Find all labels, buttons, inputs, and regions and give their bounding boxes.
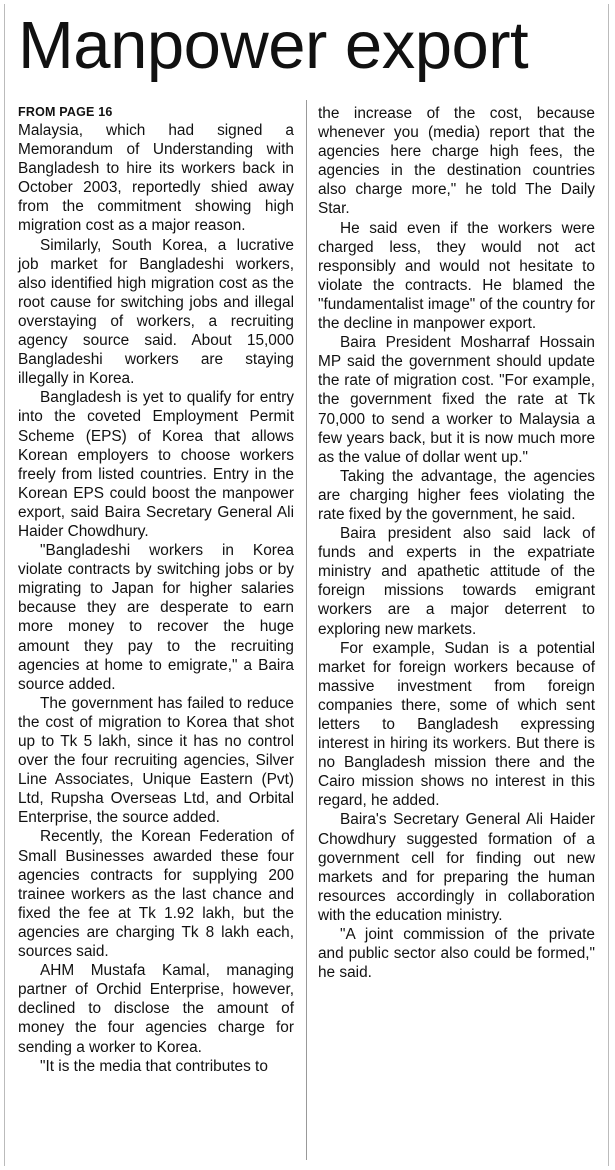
paragraph: "A joint commission of the private and public sector also could be formed," he said.	[318, 926, 595, 982]
paragraph: AHM Mustafa Kamal, managing partner of Orchid Enterprise, however, declined to disclose the amount of money the four agencies charge for sending a worker to Korea.	[18, 962, 294, 1056]
headline: Manpower export	[18, 8, 529, 83]
left-column	[18, 104, 294, 1076]
paragraph: "Bangladeshi workers in Korea violate contracts by switching jobs or by migrating to Japan for higher salaries because they are desperate to earn more money to recover the huge amount they pay to the recruiting agencies at home to emigrate," a Baira source added.	[18, 542, 294, 693]
paragraph: the increase of the cost, because whenever you (media) report that the agencies here charge high fees, the agencies in the destination countries also charge more," he told The Daily Star.	[318, 105, 595, 218]
right-column	[318, 104, 595, 982]
paragraph: Baira President Mosharraf Hossain MP said the government should update the rate of migration cost. "For example, the government fixed the rate at Tk 70,000 to send a worker to Malaysia a few years back, but it is now much more as the value of dollar went up."	[318, 334, 595, 466]
paragraph: Recently, the Korean Federation of Small Businesses awarded these four agencies contracts for supplying 200 trainee workers as the last chance and fixed the fee at Tk 1.92 lakh, but the agencies are charging Tk 8 lakh each, sources said.	[18, 828, 294, 961]
paragraph: Similarly, South Korea, a lucrative job market for Bangladeshi workers, also identified high migration cost as the root cause for switching jobs and illegal overstaying of workers, a recruiting agency source said. About 15,000 Bangladeshi workers are staying illegally in Korea.	[18, 236, 294, 388]
paragraph: He said even if the workers were charged less, they would not act responsibly and would not hesitate to violate the contracts. He blamed the "fundamentalist image" of the country for the decline in manpower export.	[318, 219, 595, 333]
paragraph: Taking the advantage, the agencies are charging higher fees violating the rate fixed by the government, he said.	[318, 467, 595, 523]
kicker: FROM PAGE 16	[18, 105, 113, 119]
paragraph: Baira's Secretary General Ali Haider Chowdhury suggested formation of a government cell for finding out new markets and for preparing the human resources accordingly in collaboration with the education ministry.	[318, 811, 595, 924]
paragraph: Baira president also said lack of funds and experts in the expatriate ministry and apathetic attitude of the foreign missions towards emigrant workers are a major deterrent to exploring new markets.	[318, 525, 595, 638]
paragraph: The government has failed to reduce the cost of migration to Korea that shot up to Tk 5 lakh, since it has no control over the four recruiting agencies, Silver Line Associates, Unique Eastern (Pvt) Ltd, Rupsha Overseas Ltd, and Orbital Enterprise, the source added.	[18, 694, 294, 827]
paragraph: "It is the media that contributes to	[40, 1057, 268, 1075]
paragraph: Bangladesh is yet to qualify for entry into the coveted Employment Permit Scheme (EPS) of Korea that allows Korean employers to choose workers freely from listed countries. Entry in the Korean EPS could boost the manpower export, said Baira Secretary General Ali Haider Chowdhury.	[18, 389, 294, 540]
column-divider	[306, 100, 307, 1160]
paragraph: Malaysia, which had signed a Memorandum of Understanding with Bangladesh to hire its workers back in October 2003, reportedly shied away from the commitment showing high migration cost as a major reason.	[18, 122, 294, 235]
paragraph: For example, Sudan is a potential market for foreign workers because of massive investment from foreign companies there, some of which sent letters to Bangladesh expressing interest in hiring its workers. But there is no Bangladesh mission there and the Cairo mission shows no interest in this regard, he added.	[318, 639, 595, 810]
